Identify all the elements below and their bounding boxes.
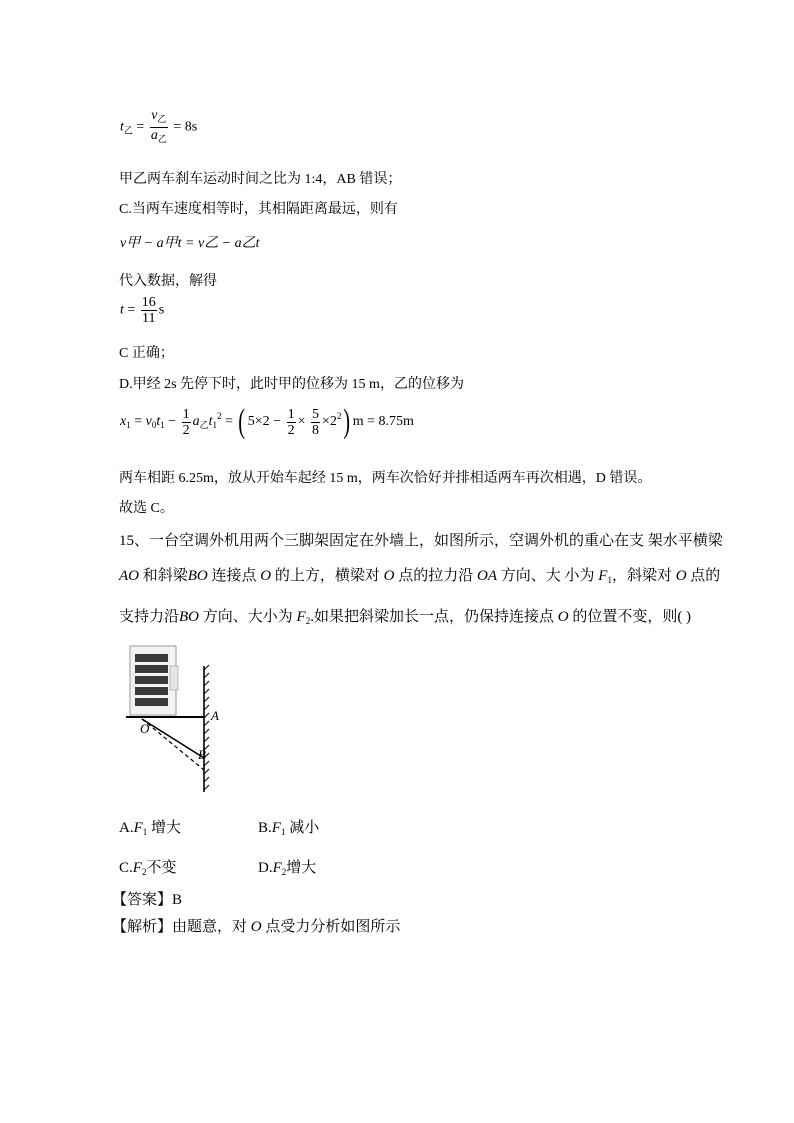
ac-grille — [135, 654, 168, 706]
option-a[interactable]: $A.F_1$ 增大 — [119, 820, 182, 837]
text-line-4: C 正确； — [119, 346, 174, 361]
equation-equal-velocity: v甲 − a甲t = v乙 − a乙t — [120, 236, 260, 251]
option-c[interactable]: $C.F_2$不变 — [119, 860, 177, 877]
eq3-unit: s — [158, 302, 165, 318]
text-line-2: C.当两车速度相等时，其相隔距离最远，则有 — [119, 202, 398, 217]
analysis-line: 【解析】由题意，对 O 点受力分析如图所示 — [112, 919, 401, 935]
question-15-line-1: 15、一台空调外机用两个三脚架固定在外墙上，如图所示，空调外机的重心在支 架水平横梁 — [119, 533, 723, 549]
eq1-fraction — [150, 108, 168, 147]
eq1-num-sub: 乙 — [157, 114, 167, 124]
text-line-3: 代入数据，解得 — [119, 274, 217, 289]
eq4-result: m = 8.75m — [352, 414, 414, 430]
answer-line: 【答案】B — [112, 892, 183, 908]
eq3-num: 16 — [141, 295, 156, 310]
text-line-1: 甲乙两车刹车运动时间之比为 1:4，AB 错误； — [119, 172, 402, 187]
eq1-equals: = — [136, 119, 145, 135]
equation-displacement: $x_1 = v_0t_1$ − $\frac{1}{2}$ $a_乙t_1^2$ = ( 5×2 − $\frac{1}{2}$ × $\frac{5}{8}$ $\times 2^2$) m = 8.75m — [120, 403, 414, 440]
eq1-lhs: t — [120, 119, 124, 135]
eq1-rhs: = 8s — [173, 119, 198, 135]
f1-symbol: F — [598, 568, 608, 584]
eq1-num: v — [151, 108, 158, 123]
label-a: A — [211, 708, 219, 723]
equation-t-result: t = $\frac{16}{11}$ s — [120, 295, 165, 326]
eq3-fraction — [141, 295, 157, 326]
question-15-line-3: 支持力沿BO 方向、大小为 $F_2$.如果把斜梁加长一点，仍保持连接点 O 的位置不变，则( ) — [119, 609, 692, 626]
f2-symbol: F — [296, 609, 306, 625]
text-line-6: 两车相距 6.25m，放从开始车起经 15 m，两车次恰好并排相适两车再次相遇，D 错误。 — [119, 471, 652, 486]
eq1-lhs-sub: 乙 — [123, 125, 133, 136]
text-line-7: 故选 C。 — [119, 501, 174, 516]
text-line-5: D.甲经 2s 先停下时，此时甲的位移为 15 m，乙的位移为 — [119, 377, 464, 392]
beam-bo-extended — [142, 719, 204, 770]
eq3-den: 11 — [142, 311, 156, 326]
bracket-figure — [118, 640, 228, 795]
label-o: O — [140, 721, 150, 736]
eq1-den: a — [150, 128, 158, 143]
equation-time-yi — [120, 108, 197, 147]
beam-bo — [142, 719, 204, 758]
option-d[interactable]: $D.F_2$增大 — [258, 860, 317, 877]
question-15-line-2: AO 和斜梁BO 连接点 O 的上方，横梁对 O 点的拉力沿 OA 方向、大 小为 $F_1$，斜梁对 O 点的 — [119, 568, 721, 585]
option-b[interactable]: $B.F_1$ 减小 — [258, 820, 320, 837]
label-b: B — [198, 747, 206, 762]
eq1-den-sub: 乙 — [157, 134, 167, 144]
